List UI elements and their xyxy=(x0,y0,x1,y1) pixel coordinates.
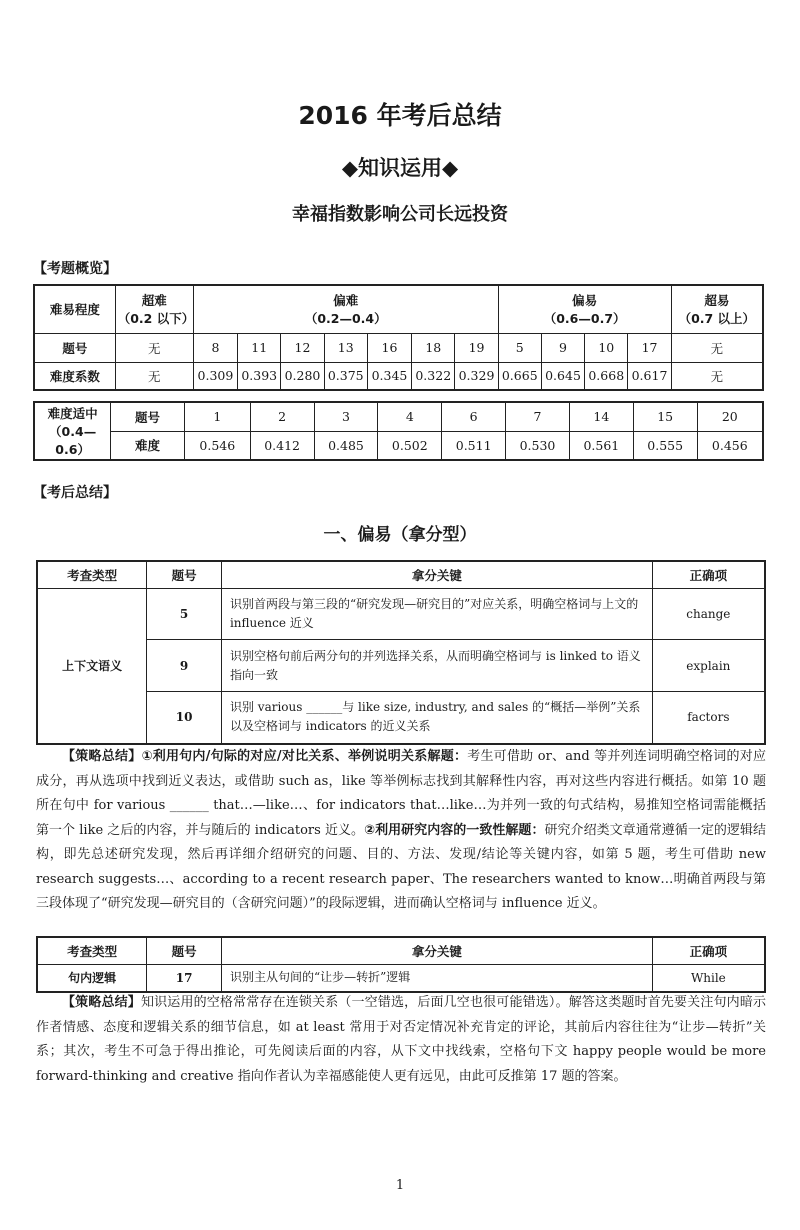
cell: 3 xyxy=(314,402,378,431)
header-answer: 正确项 xyxy=(652,561,765,589)
group-name: 偏易 xyxy=(572,293,598,309)
cell: 1 xyxy=(184,402,250,431)
question-num: 10 xyxy=(147,692,222,744)
group-range: （0.2 以下） xyxy=(117,311,195,327)
group-hard xyxy=(193,285,498,333)
cell: 14 xyxy=(569,402,633,431)
cell-none: 无 xyxy=(671,333,763,362)
key-text: 识别空格句前后两分句的并列选择关系，从而明确空格词与 is linked to 语义指向一致 xyxy=(221,640,652,692)
header-answer: 正确项 xyxy=(652,937,765,965)
article-title: 幸福指数影响公司长远投资 xyxy=(292,204,508,225)
cell: 0.502 xyxy=(378,431,442,460)
strategy-label: 【策略总结】 xyxy=(62,749,142,764)
page-number: 1 xyxy=(395,1178,405,1193)
answer-cell: factors xyxy=(652,692,765,744)
cell: 4 xyxy=(378,402,442,431)
moderate-label-range: （0.4—0.6） xyxy=(49,424,97,457)
cell: 19 xyxy=(455,333,498,362)
cell: 5 xyxy=(498,333,541,362)
cell-none: 无 xyxy=(115,333,193,362)
cell: 15 xyxy=(633,402,697,431)
cell: 0.485 xyxy=(314,431,378,460)
group-super-easy xyxy=(671,285,763,333)
strategy-label: 【策略总结】 xyxy=(62,995,141,1010)
strategy-text: 知识运用的空格常常存在连锁关系（一空错选，后面几空也很可能错选）。解答这类题时首先要关注句内暗示作者情感、态度和逻辑关系的细节信息，如 at least 常用于对否定情况补充肯定的评论，其前后内容往往为“让步—转折”关系；其次，考生不可急于得出推论，可先阅读后面的内容，从下文中找线索，空格句下文 happy people would be more forward-thinking and creative 指向作者认为幸福感能使人更有远见，由此可反推第 17 题的答案。 xyxy=(36,995,766,1084)
header-key: 拿分关键 xyxy=(221,561,652,589)
group-name: 超易 xyxy=(704,293,730,309)
strategy-paragraph-2 xyxy=(36,991,766,1089)
summary-label: 【考后总结】 xyxy=(33,485,117,501)
difficulty-table xyxy=(33,284,764,391)
cell: 0.393 xyxy=(238,362,281,390)
group-range: （0.6—0.7） xyxy=(543,311,626,327)
cell: 12 xyxy=(281,333,324,362)
cell: 0.412 xyxy=(250,431,314,460)
cell: 13 xyxy=(324,333,367,362)
type-cell: 句内逻辑 xyxy=(37,965,147,992)
strategy-paragraph-1 xyxy=(36,745,766,917)
strategy-bold-1: ①利用句内/句际的对应/对比关系、举例说明关系解题： xyxy=(141,749,468,764)
section-heading: 一、偏易（拿分型） xyxy=(323,525,477,545)
row-label-coef: 难度系数 xyxy=(34,362,115,390)
group-range: （0.7 以上） xyxy=(678,311,756,327)
cell: 0.546 xyxy=(184,431,250,460)
strategy-text-2: 研究介绍类文章通常遵循一定的逻辑结构，即先总述研究发现，然后再详细介绍研究的问题、目的、方法、发现/结论等关键内容，如第 5 题，考生可借助 new research suggests…、according to a recent research paper、The researchers wanted to know…明确首两段与第三段体现了“研究发现—研究目的（含研究问题）”的段际逻辑，进而确认空格词与 influence 近义。 xyxy=(36,822,766,911)
easy-analysis-table xyxy=(36,560,766,745)
type-cell: 上下文语义 xyxy=(37,589,147,744)
cell: 17 xyxy=(628,333,671,362)
cell: 0.280 xyxy=(281,362,324,390)
page-title: 2016 年考后总结 xyxy=(298,101,502,130)
group-name: 超难 xyxy=(141,293,167,309)
answer-cell: change xyxy=(652,589,765,640)
cell: 0.617 xyxy=(628,362,671,390)
cell: 0.511 xyxy=(442,431,506,460)
cell: 6 xyxy=(442,402,506,431)
cell: 0.561 xyxy=(569,431,633,460)
cell-none: 无 xyxy=(671,362,763,390)
header-num: 题号 xyxy=(147,561,222,589)
answer-cell: While xyxy=(652,965,765,992)
cell: 0.668 xyxy=(585,362,628,390)
cell: 20 xyxy=(697,402,763,431)
key-text: 识别 various ______与 like size, industry, and sales 的“概括—举例”关系以及空格词与 indicators 的近义关系 xyxy=(221,692,652,744)
group-name: 偏难 xyxy=(333,293,359,309)
header-type: 考查类型 xyxy=(37,937,147,965)
cell: 0.345 xyxy=(367,362,411,390)
cell: 0.645 xyxy=(541,362,584,390)
key-text: 识别主从句间的“让步—转折”逻辑 xyxy=(222,965,653,992)
overview-label: 【考题概览】 xyxy=(33,261,117,277)
strategy-text-1: 考生可借助 or、and 等并列连词明确空格词的对应成分，再从选项中找到近义表达，或借助 such as，like 等举例标志找到其解释性内容，再对这些内容进行概括。如第 10 题所在句中 for various ______ that…—like…、for indicators that…like…为并列一致的句式结构，易推知空格词需能概括第一个 like 之后的内容，并与随后的 indicators 近义。 xyxy=(36,749,766,838)
question-num: 9 xyxy=(147,640,222,692)
cell: 0.329 xyxy=(455,362,498,390)
header-key: 拿分关键 xyxy=(222,937,653,965)
cell: 0.530 xyxy=(506,431,570,460)
cell: 2 xyxy=(250,402,314,431)
cell: 8 xyxy=(193,333,237,362)
row-label-question: 题号 xyxy=(34,333,115,362)
group-easy xyxy=(498,285,671,333)
group-super-hard xyxy=(115,285,193,333)
cell: 0.665 xyxy=(498,362,541,390)
cell: 16 xyxy=(367,333,411,362)
moderate-label-name: 难度适中 xyxy=(47,406,98,421)
row-label-difficulty: 难度 xyxy=(111,431,185,460)
cell: 18 xyxy=(412,333,455,362)
cell: 0.555 xyxy=(633,431,697,460)
strategy-bold-2: ②利用研究内容的一致性解题： xyxy=(364,822,545,838)
question-num: 17 xyxy=(147,965,222,992)
moderate-table xyxy=(33,401,764,461)
cell: 9 xyxy=(541,333,584,362)
logic-table xyxy=(36,936,766,993)
cell-none: 无 xyxy=(115,362,193,390)
section-subtitle: ◆知识运用◆ xyxy=(341,156,459,180)
cell: 0.375 xyxy=(324,362,367,390)
cell: 10 xyxy=(585,333,628,362)
cell: 0.322 xyxy=(412,362,455,390)
row-label-difficulty: 难易程度 xyxy=(34,285,115,333)
group-range: （0.2—0.4） xyxy=(304,311,387,327)
header-num: 题号 xyxy=(147,937,222,965)
cell: 0.309 xyxy=(193,362,237,390)
answer-cell: explain xyxy=(652,640,765,692)
key-text: 识别首两段与第三段的“研究发现—研究目的”对应关系，明确空格词与上文的 influence 近义 xyxy=(221,589,652,640)
question-num: 5 xyxy=(147,589,222,640)
cell: 11 xyxy=(238,333,281,362)
cell: 0.456 xyxy=(697,431,763,460)
row-label-question: 题号 xyxy=(111,402,185,431)
moderate-label xyxy=(34,402,111,460)
cell: 7 xyxy=(506,402,570,431)
header-type: 考查类型 xyxy=(37,561,147,589)
